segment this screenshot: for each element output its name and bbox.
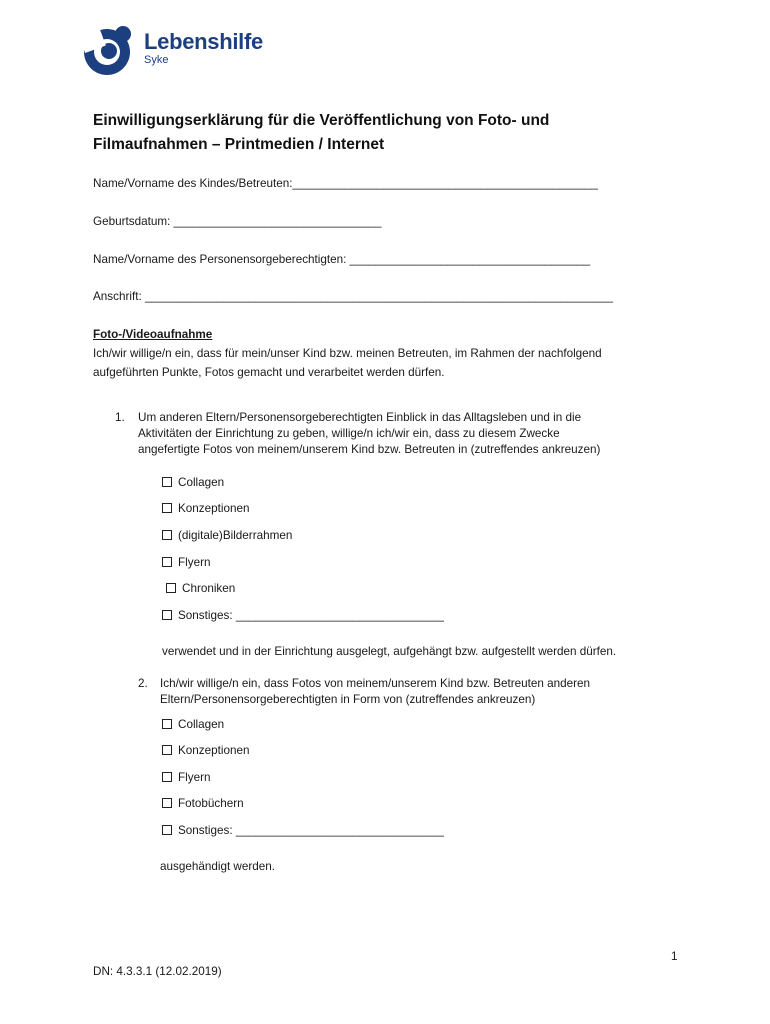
item2-line1: Ich/wir willige/n ein, dass Fotos von meinem/unserem Kind bzw. Betreuten anderen xyxy=(160,677,591,690)
checkbox[interactable] xyxy=(162,798,172,808)
item2-option-collagen[interactable] xyxy=(162,718,224,731)
option-label: Sonstiges: ________________________________ xyxy=(178,609,444,622)
field-name-sorgeberechtigter: Name/Vorname des Personensorgeberechtigten: _____________________________________ xyxy=(93,253,591,266)
option-label: (digitale)Bilderrahmen xyxy=(178,529,293,542)
option-label: Konzeptionen xyxy=(178,744,250,757)
item1-option-konzeptionen[interactable] xyxy=(162,502,249,515)
item1-option-collagen[interactable] xyxy=(162,476,224,489)
field-anschrift: Anschrift: ________________________________________________________________________ xyxy=(93,290,613,303)
document-title-line1: Einwilligungserklärung für die Veröffentlichung von Foto- und xyxy=(93,112,550,129)
item2-closing: ausgehändigt werden. xyxy=(160,860,276,873)
item1-line2: Aktivitäten der Einrichtung zu geben, willige/n ich/wir ein, dass zu diesem Zwecke xyxy=(138,427,560,440)
option-label: Konzeptionen xyxy=(178,502,250,515)
checkbox[interactable] xyxy=(162,610,172,620)
item1-line3: angefertigte Fotos von meinem/unserem Kind bzw. Betreuten in (zutreffendes ankreuzen) xyxy=(138,443,601,456)
item2-option-sonstiges[interactable] xyxy=(162,824,444,837)
option-label: Sonstiges: ________________________________ xyxy=(178,824,444,837)
logo-subtitle: Syke xyxy=(144,54,169,66)
item1-option-sonstiges[interactable] xyxy=(162,609,444,622)
checkbox[interactable] xyxy=(162,719,172,729)
checkbox[interactable] xyxy=(162,477,172,487)
checkbox[interactable] xyxy=(162,503,172,513)
option-label: Flyern xyxy=(178,556,211,569)
option-label: Collagen xyxy=(178,476,225,489)
document-number: DN: 4.3.3.1 (12.02.2019) xyxy=(93,965,222,978)
page-number: 1 xyxy=(671,950,678,963)
item2-line2: Eltern/Personensorgeberechtigten in Form von (zutreffendes ankreuzen) xyxy=(160,693,536,706)
checkbox[interactable] xyxy=(162,825,172,835)
field-geburtsdatum: Geburtsdatum: ________________________________ xyxy=(93,215,382,228)
section-heading: Foto-/Videoaufnahme xyxy=(93,328,213,341)
checkbox[interactable] xyxy=(162,772,172,782)
logo-name: Lebenshilfe xyxy=(144,29,263,54)
checkbox[interactable] xyxy=(162,745,172,755)
item1-option-flyern[interactable] xyxy=(162,556,210,569)
checkbox[interactable] xyxy=(162,557,172,567)
document-title-line2: Filmaufnahmen – Printmedien / Internet xyxy=(93,136,385,153)
checkbox[interactable] xyxy=(162,530,172,540)
item2-option-flyern[interactable] xyxy=(162,771,210,784)
lebenshilfe-logo-icon xyxy=(78,22,140,78)
item2-number: 2. xyxy=(138,677,148,690)
option-label: Chroniken xyxy=(182,582,236,595)
section-intro-line1: Ich/wir willige/n ein, dass für mein/unser Kind bzw. meinen Betreuten, im Rahmen der nachfolgend xyxy=(93,347,602,360)
lebenshilfe-logo xyxy=(78,22,278,78)
item1-line1: Um anderen Eltern/Personensorgeberechtigten Einblick in das Alltagsleben und in die xyxy=(138,411,582,424)
section-intro-line2: aufgeführten Punkte, Fotos gemacht und verarbeitet werden dürfen. xyxy=(93,366,445,379)
item1-option-chroniken[interactable] xyxy=(166,582,235,595)
option-label: Flyern xyxy=(178,771,211,784)
item1-option-bilderrahmen[interactable] xyxy=(162,529,292,542)
option-label: Fotobüchern xyxy=(178,797,244,810)
item2-option-konzeptionen[interactable] xyxy=(162,744,249,757)
field-name-kind: Name/Vorname des Kindes/Betreuten:_______________________________________________ xyxy=(93,177,598,190)
option-label: Collagen xyxy=(178,718,225,731)
checkbox[interactable] xyxy=(166,583,176,593)
item2-option-fotobuechern[interactable] xyxy=(162,797,244,810)
item1-number: 1. xyxy=(115,411,125,424)
item1-closing: verwendet und in der Einrichtung ausgelegt, aufgehängt bzw. aufgestellt werden dürfen. xyxy=(162,645,617,658)
